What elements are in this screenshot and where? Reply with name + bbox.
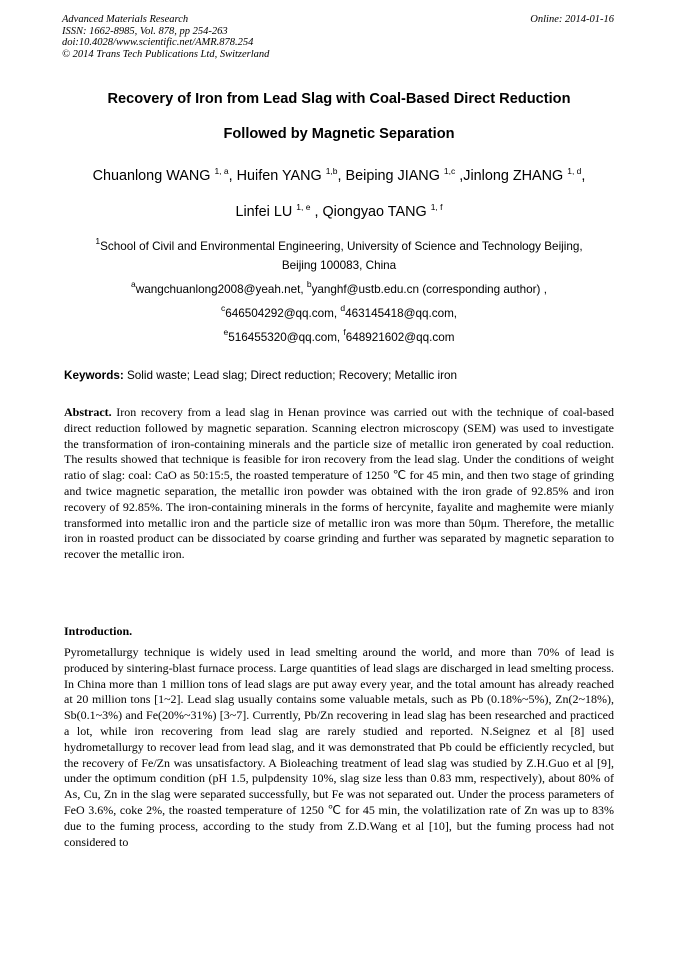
journal-name: Advanced Materials Research [62, 14, 189, 25]
email-address: yanghf@ustb.edu.cn (corresponding author) , [311, 283, 547, 296]
affiliation-mark: 1 [95, 236, 101, 246]
affiliation [40, 237, 638, 275]
author-list-line-2 [40, 204, 638, 220]
author-name: Huifen YANG [236, 168, 322, 184]
email-mark: b [306, 279, 312, 289]
email-line-2 [40, 304, 638, 323]
abstract [64, 405, 614, 563]
email-address: 648921602@qq.com [345, 331, 455, 344]
email-line-1 [40, 280, 638, 299]
introduction-text: Pyrometallurgy technique is widely used in lead smelting around the world, and more than 70% of lead is produced by sintering-blast furnace process. Large quantities of lead slags are discharged in lead smelting process. In China more than 1 million tons of lead slags are put away every year, and the total amount has already reached at 20 million tons [1~2]. Lead slag usually contains some valuable metals, such as Pb (0.18%~5%), Zn(2~18%), Sb(0.1~3%) and Fe(20%~31%) [3~7]. Currently, Pb/Zn recovering in lead slag has been researched and practiced a lot, while iron recovering from lead slag are rarely studied and reported. N.Seignez et al [8] used hydrometallurgy to recover lead from lead slag, and it was demonstrated that Pb could be efficiently recycled, but the recovery of Fe/Zn was unsatisfactory. A Bioleaching treatment of lead slag was studied by Z.H.Guo et al [9], under the optimum condition (pH 1.5, pulpdensity 10%, slag size less than 0.83 mm, respectively), about 80% of As, Cu, Zn in the slag were separated successfully, but Fe was not separated out. Under the process parameters of FeO 3.6%, coke 2%, the roasted temperature of 1250 ℃ for 45 min, the volatilization rate of Zn was up to 83% due to the fuming process, according to the study from Z.D.Wang et al [10], but the fuming process had not considered to [64, 645, 614, 849]
keywords-text: Solid waste; Lead slag; Direct reduction; Recovery; Metallic iron [123, 369, 458, 382]
keywords [64, 369, 457, 382]
author-separator: , [455, 168, 464, 184]
abstract-label: Abstract. [64, 405, 112, 419]
author-name: Chuanlong WANG [92, 168, 211, 184]
email-mark: c [220, 303, 226, 313]
abstract-text: Iron recovery from a lead slag in Henan province was carried out with the technique of coal-based direct reduction followed by magnetic separation. Scanning electron microscopy (SEM) was used to investigate the transformation of iron-containing minerals and the particle size of metallic iron generated by coal reduction. The results showed that technique is feasible for iron recovery from the lead slag. Under the conditions of weight ratio of slag: coal: CaO as 50:15:5, the roasted temperature of 1250 ℃ for 45 min, and then two stage of grinding and twice magnetic separation, the metallic iron powder was obtained with the iron grade of 92.85% and iron recovery of 92.85%. The iron-containing minerals in the forms of hercynite, fayalite and maghemite were mianly transformed into metallic iron and the particle size of metallic iron was more than 50μm. Therefore, the metallic iron in roasted product can be dissociated by coarse grinding and further was separated by magnetic separation to recover the metallic iron. [64, 405, 614, 562]
author-list-line-1 [40, 168, 638, 184]
issn-line: ISSN: 1662-8985, Vol. 878, pp 254-263 [62, 25, 228, 37]
author-name: Beiping JIANG [345, 168, 440, 184]
author-name: Qiongyao TANG [322, 204, 427, 220]
author-affiliation-mark: 1, f [430, 202, 443, 212]
introduction-heading: Introduction. [64, 624, 133, 638]
email-address: 516455320@qq.com, [228, 331, 344, 344]
author-separator: , [228, 168, 237, 184]
doi-line: doi:10.4028/www.scientific.net/AMR.878.254 [62, 37, 254, 49]
email-address: 463145418@qq.com, [345, 307, 458, 320]
affiliation-line-2: Beijing 100083, China [281, 259, 397, 272]
paper-title-line-1: Recovery of Iron from Lead Slag with Coal-Based Direct Reduction [107, 91, 571, 107]
paper-title-line-2: Followed by Magnetic Separation [223, 126, 455, 142]
author-name: Jinlong ZHANG [463, 168, 564, 184]
email-address: 646504292@qq.com, [225, 307, 341, 320]
email-mark: f [343, 327, 346, 337]
copyright-line: © 2014 Trans Tech Publications Ltd, Switzerland [62, 48, 270, 60]
email-line-3 [40, 328, 638, 347]
author-separator: , [337, 168, 346, 184]
author-affiliation-mark: 1,b [325, 166, 338, 176]
email-address: wangchuanlong2008@yeah.net, [135, 283, 307, 296]
email-mark: a [131, 279, 136, 289]
affiliation-line-1: School of Civil and Environmental Engineering, University of Science and Technology Beijing, [100, 240, 583, 253]
author-affiliation-mark: 1,c [443, 166, 456, 176]
publication-info [62, 14, 269, 60]
author-separator: , [310, 204, 323, 220]
author-separator: , [581, 168, 586, 184]
email-mark: e [223, 327, 229, 337]
email-mark: d [340, 303, 346, 313]
author-name: Linfei LU [235, 204, 293, 220]
keywords-label: Keywords: [64, 369, 124, 382]
author-affiliation-mark: 1, e [296, 202, 311, 212]
author-affiliation-mark: 1, d [567, 166, 582, 176]
author-affiliation-mark: 1, a [214, 166, 229, 176]
online-date: Online: 2014-01-16 [530, 14, 614, 25]
